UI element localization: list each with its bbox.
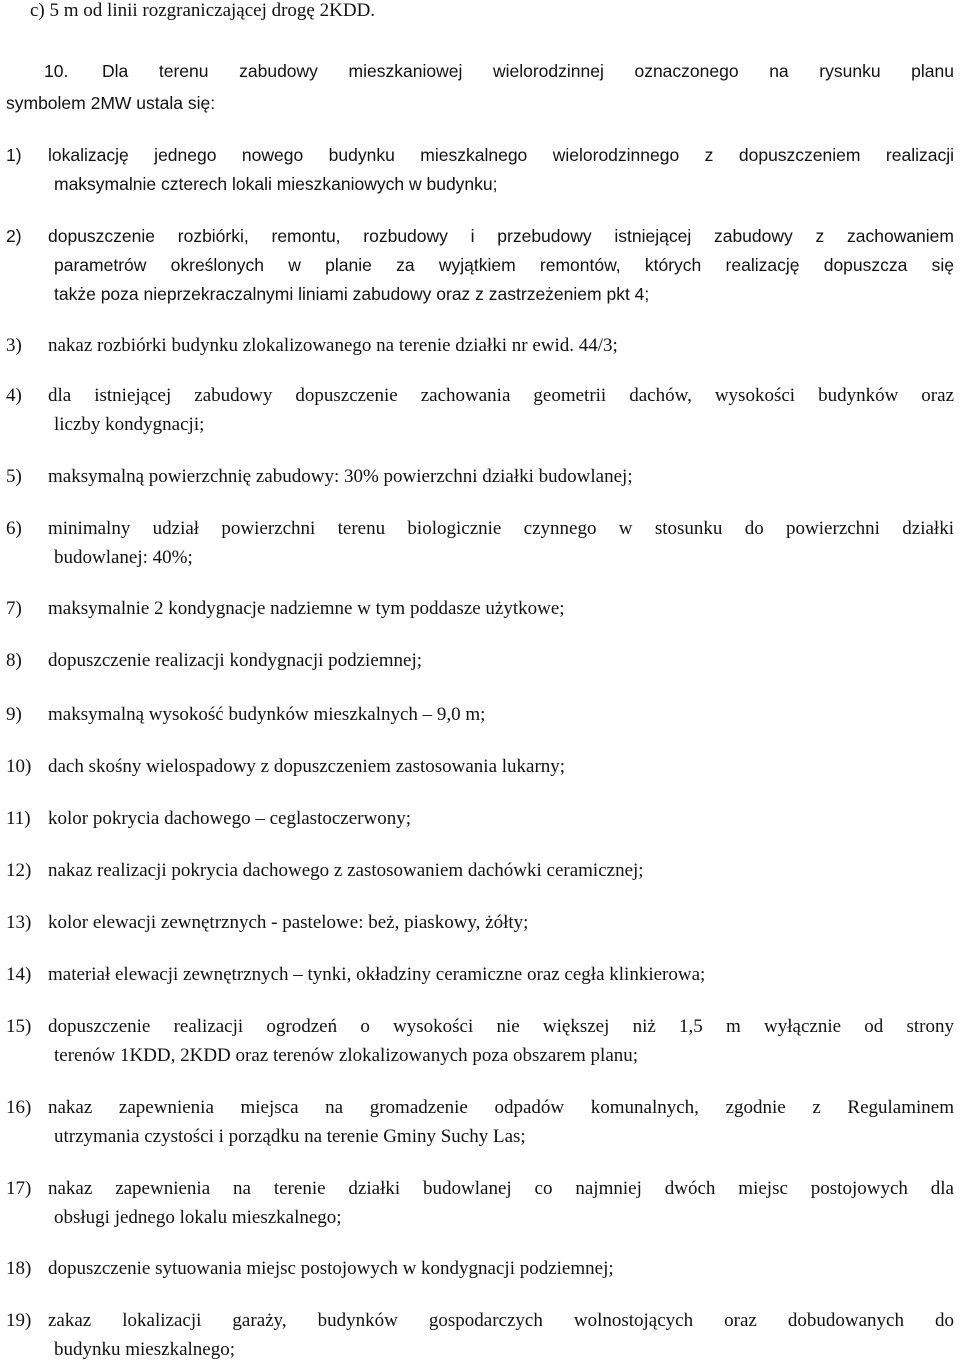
provision-text: dopuszczenie realizacji kondygnacji podziemnej; bbox=[48, 650, 423, 671]
provision-number: 1) bbox=[6, 145, 22, 165]
provision-text: dopuszczenie rozbiórki, remontu, rozbudowy i przebudowy istniejącej zabudowy z zachowaniem bbox=[48, 226, 954, 246]
provision-number: 6) bbox=[6, 518, 22, 539]
provision-text: materiał elewacji zewnętrznych – tynki, okładziny ceramiczne oraz cegła klinkierowa; bbox=[48, 964, 706, 985]
provision-number: 15) bbox=[6, 1016, 32, 1037]
provision-text: zakaz lokalizacji garaży, budynków gospodarczych wolnostojących oraz dobudowanych do bbox=[48, 1310, 954, 1331]
provision-number: 8) bbox=[6, 650, 22, 671]
provision-text: maksymalnie czterech lokali mieszkaniowych w budynku; bbox=[54, 174, 498, 194]
provision-number: 14) bbox=[6, 964, 32, 985]
provision-number: 4) bbox=[6, 385, 22, 406]
provision-number: 10) bbox=[6, 756, 32, 777]
provision-number: 3) bbox=[6, 335, 22, 356]
provision-number: 12) bbox=[6, 860, 32, 881]
provision-text: maksymalną wysokość budynków mieszkalnych – 9,0 m; bbox=[48, 704, 486, 725]
provision-text: terenów 1KDD, 2KDD oraz terenów zlokalizowanych poza obszarem planu; bbox=[54, 1045, 639, 1066]
provision-text: dopuszczenie sytuowania miejsc postojowych w kondygnacji podziemnej; bbox=[48, 1258, 614, 1279]
provision-text: minimalny udział powierzchni terenu biologicznie czynnego w stosunku do powierzchni działki bbox=[48, 518, 954, 539]
provision-text: nakaz zapewnienia na terenie działki budowlanej co najmniej dwóch miejsc postojowych dla bbox=[48, 1178, 954, 1199]
provision-number: 16) bbox=[6, 1097, 32, 1118]
section-10-second-line: symbolem 2MW ustala się: bbox=[6, 93, 216, 113]
section-10-text bbox=[6, 59, 954, 83]
provision-number: 9) bbox=[6, 704, 22, 725]
provision-text: budynku mieszkalnego; bbox=[54, 1339, 235, 1360]
provision-text: maksymalną powierzchnię zabudowy: 30% powierzchni działki budowlanej; bbox=[48, 466, 633, 487]
provision-number: 2) bbox=[6, 226, 22, 246]
provision-text: nakaz realizacji pokrycia dachowego z zastosowaniem dachówki ceramicznej; bbox=[48, 860, 644, 881]
provision-number: 17) bbox=[6, 1178, 32, 1199]
provision-text: dla istniejącej zabudowy dopuszczenie zachowania geometrii dachów, wysokości budynków oraz bbox=[48, 385, 954, 406]
provision-text: dopuszczenie realizacji ogrodzeń o wysokości nie większej niż 1,5 m wyłącznie od strony bbox=[48, 1016, 954, 1037]
provision-text: kolor pokrycia dachowego – ceglastoczerwony; bbox=[48, 808, 411, 829]
section-10-number: 10. bbox=[44, 61, 69, 81]
provision-text: nakaz rozbiórki budynku zlokalizowanego na terenie działki nr ewid. 44/3; bbox=[48, 335, 618, 356]
provision-number: 19) bbox=[6, 1310, 32, 1331]
provision-text: parametrów określonych w planie za wyjątkiem remontów, których realizację dopuszcza się bbox=[54, 255, 954, 275]
section-10-first-line: Dla terenu zabudowy mieszkaniowej wielorodzinnej oznaczonego na rysunku planu bbox=[102, 61, 954, 81]
provision-text: lokalizację jednego nowego budynku mieszkalnego wielorodzinnego z dopuszczeniem realizacji bbox=[48, 145, 954, 165]
provision-text: kolor elewacji zewnętrznych - pastelowe: beż, piaskowy, żółty; bbox=[48, 912, 529, 933]
provision-text: liczby kondygnacji; bbox=[54, 414, 205, 435]
provision-number: 18) bbox=[6, 1258, 32, 1279]
provision-text: maksymalnie 2 kondygnacje nadziemne w tym poddasze użytkowe; bbox=[48, 598, 565, 619]
top-line-text: c) 5 m od linii rozgraniczającej drogę 2KDD. bbox=[30, 0, 376, 21]
provision-number: 7) bbox=[6, 598, 22, 619]
provision-text: dach skośny wielospadowy z dopuszczeniem zastosowania lukarny; bbox=[48, 756, 566, 777]
provision-text: obsługi jednego lokalu mieszkalnego; bbox=[54, 1207, 342, 1228]
provision-text: budowlanej: 40%; bbox=[54, 547, 193, 568]
provision-text: nakaz zapewnienia miejsca na gromadzenie odpadów komunalnych, zgodnie z Regulaminem bbox=[48, 1097, 954, 1118]
provision-number: 5) bbox=[6, 466, 22, 487]
provision-text: także poza nieprzekraczalnymi liniami zabudowy oraz z zastrzeżeniem pkt 4; bbox=[54, 284, 650, 304]
provision-number: 13) bbox=[6, 912, 32, 933]
provision-number: 11) bbox=[6, 808, 31, 829]
provision-text: utrzymania czystości i porządku na terenie Gminy Suchy Las; bbox=[54, 1126, 526, 1147]
